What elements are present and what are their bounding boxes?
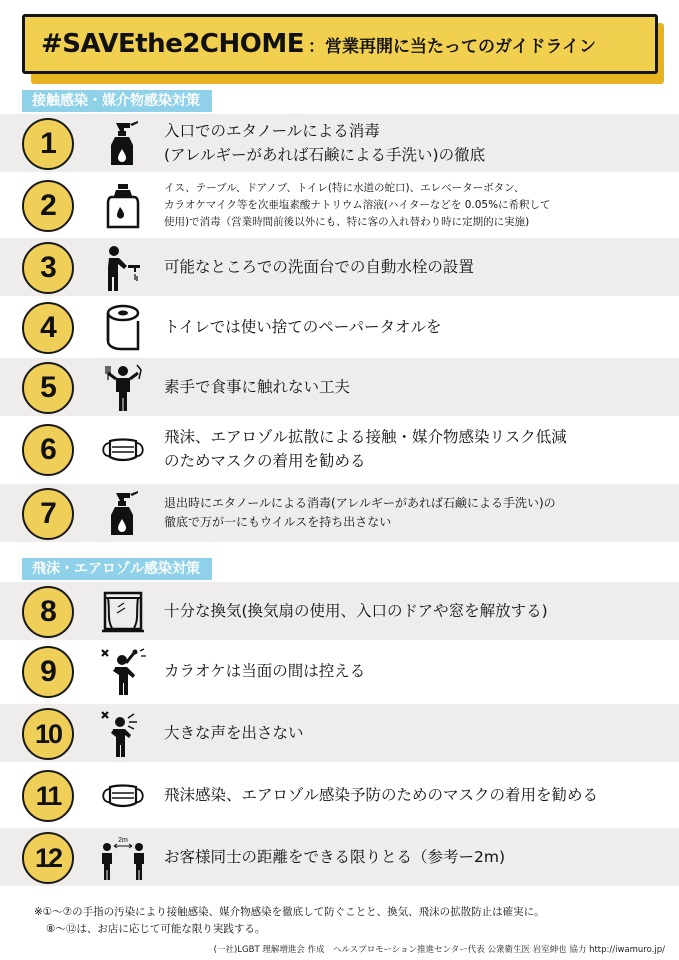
window-ventilation-icon xyxy=(98,587,148,637)
item-text-line: トイレでは使い捨てのペーパータオルを xyxy=(164,318,442,336)
guideline-item-3 xyxy=(0,238,679,296)
hand-washing-icon xyxy=(98,243,148,293)
guideline-item-12 xyxy=(0,828,679,886)
footnotes xyxy=(34,904,545,938)
item-text-line: 徹底で万が一にもウイルスを持ち出さない xyxy=(164,515,392,529)
section-label-droplet: 飛沫・エアロゾル感染対策 xyxy=(22,558,212,580)
title-banner xyxy=(22,14,658,80)
item-number: 2 xyxy=(22,180,74,232)
guideline-item-8 xyxy=(0,582,679,640)
title-main: #SAVEthe2CHOME xyxy=(41,29,304,59)
item-text-line: 素手で食事に触れない工夫 xyxy=(164,378,351,396)
item-number: 8 xyxy=(22,586,74,638)
footnote-line: ⑧〜⑫は、お店に応じて可能な限り実践する。 xyxy=(46,923,266,935)
guideline-item-1 xyxy=(0,114,679,172)
guideline-item-10 xyxy=(0,704,679,762)
guideline-item-2 xyxy=(0,176,679,234)
spray-bottle-icon xyxy=(98,119,148,169)
detergent-bottle-icon xyxy=(98,181,148,231)
item-text-line: 大きな声を出さない xyxy=(164,724,304,742)
item-text-line: 使用)で消毒（営業時間前後以外にも、特に客の入れ替わり時に定期的に実施) xyxy=(164,215,530,228)
item-number: 10 xyxy=(22,708,74,760)
guideline-item-5 xyxy=(0,358,679,416)
face-mask-icon xyxy=(98,425,148,475)
paper-towel-icon xyxy=(98,303,148,353)
title-box xyxy=(22,14,658,74)
item-number: 6 xyxy=(22,424,74,476)
title-subtitle: ：営業再開に当たってのガイドライン xyxy=(308,36,596,57)
item-number: 1 xyxy=(22,118,74,170)
item-number: 7 xyxy=(22,488,74,540)
item-text-line: 飛沫感染、エアロゾル感染予防のためのマスクの着用を勧める xyxy=(164,786,599,804)
guideline-item-7 xyxy=(0,484,679,542)
item-text-line: お客様同士の距離をできる限りとる（参考ー2m) xyxy=(164,848,506,866)
face-mask-icon xyxy=(98,771,148,821)
guideline-item-6 xyxy=(0,420,679,478)
credit-line: (一社)LGBT 理解増進会 作成 ヘルスプロモーション推進センター代表 公衆衛生医 岩室紳也 協力 http://iwamuro.jp/ xyxy=(213,945,665,955)
no-hands-eating-icon xyxy=(98,363,148,413)
footnote-line: ※①〜⑦の手指の汚染により接触感染、媒介物感染を徹底して防ぐことと、換気、飛沫の拡散防止は確実に。 xyxy=(34,906,545,918)
distance-label: 2m xyxy=(118,837,128,844)
guideline-item-9 xyxy=(0,642,679,700)
item-number: 5 xyxy=(22,362,74,414)
item-number: 9 xyxy=(22,646,74,698)
spray-bottle-icon xyxy=(98,489,148,539)
item-text-line: 可能なところでの洗面台での自動水栓の設置 xyxy=(164,258,474,276)
item-text-line: 入口でのエタノールによる消毒 xyxy=(164,122,380,140)
item-text-line: 飛沫、エアロゾル拡散による接触・媒介物感染リスク低減 xyxy=(164,428,567,446)
item-text-line: のためマスクの着用を勧める xyxy=(164,452,366,470)
no-karaoke-icon xyxy=(98,647,148,697)
item-text-line: 十分な換気(換気扇の使用、入口のドアや窓を解放する) xyxy=(164,602,548,620)
item-text-line: カラオケは当面の間は控える xyxy=(164,662,366,680)
item-number: 11 xyxy=(22,770,74,822)
item-number: 12 xyxy=(22,832,74,884)
no-loud-voice-icon xyxy=(98,709,148,759)
item-text-line: (アレルギーがあれば石鹸による手洗い)の徹底 xyxy=(164,146,486,164)
guideline-item-11 xyxy=(0,766,679,824)
item-text-line: イス、テーブル、ドアノブ、トイレ(特に水道の蛇口)、エレベーターボタン、 xyxy=(164,181,525,194)
item-text-line: カラオケマイク等を次亜塩素酸ナトリウム溶液(ハイターなどを 0.05%に希釈して xyxy=(164,198,551,211)
social-distance-icon xyxy=(98,833,148,883)
section-label-contact: 接触感染・媒介物感染対策 xyxy=(22,90,212,112)
item-number: 3 xyxy=(22,242,74,294)
item-number: 4 xyxy=(22,302,74,354)
guideline-item-4 xyxy=(0,298,679,356)
item-text-line: 退出時にエタノールによる消毒(アレルギーがあれば石鹸による手洗い)の xyxy=(164,496,556,510)
